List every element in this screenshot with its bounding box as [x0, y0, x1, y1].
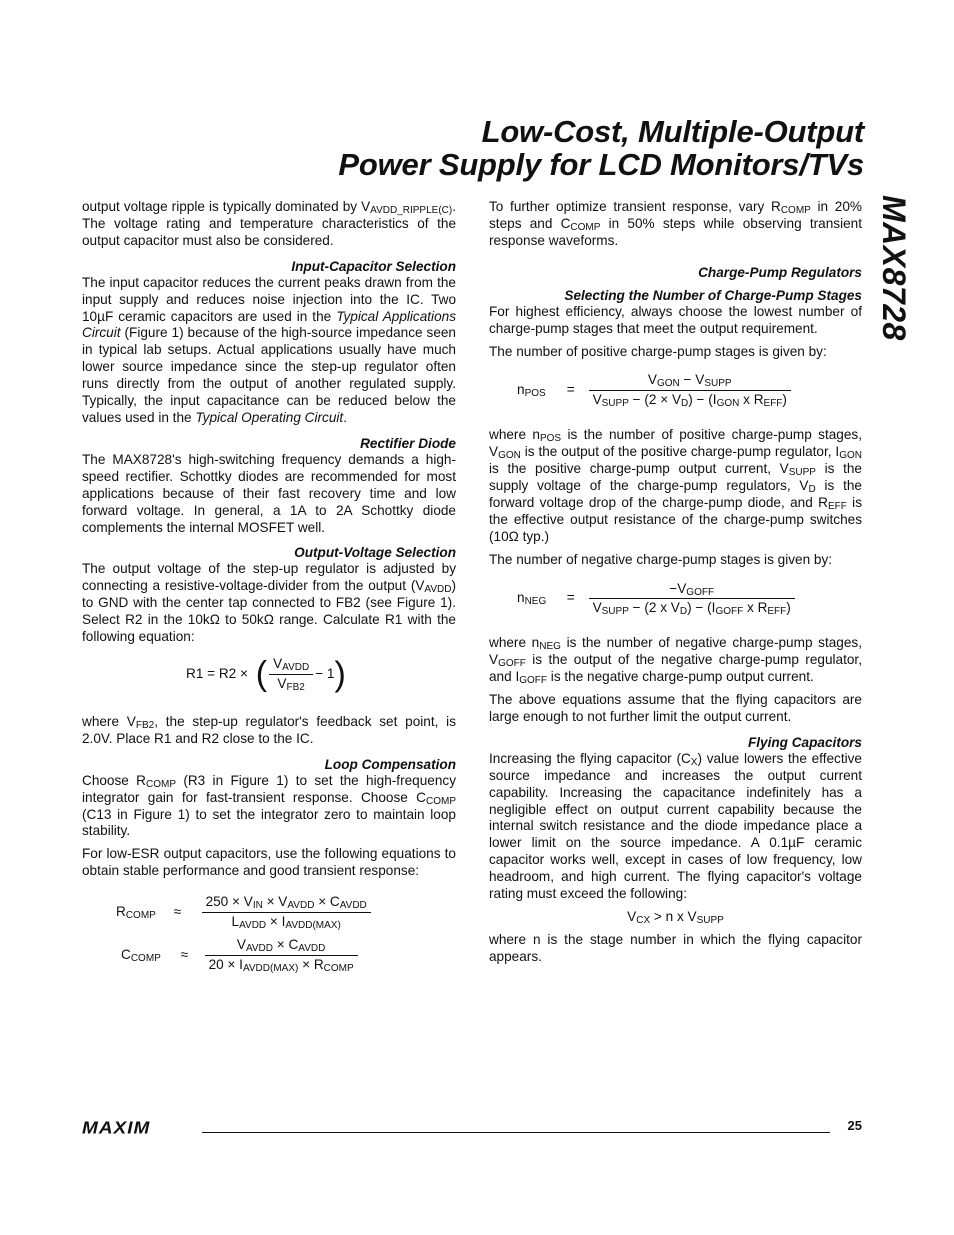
footer-rule — [202, 1132, 830, 1133]
heading-select-stages: Selecting the Number of Charge-Pump Stages — [564, 287, 862, 303]
paragraph-positive-intro: The number of positive charge-pump stages is given by: — [489, 343, 827, 359]
paragraph-final: where n is the stage number in which the flying capacitor appears. — [489, 931, 862, 964]
heading-output-voltage: Output-Voltage Selection — [294, 545, 456, 561]
maxim-logo: MAXIM — [82, 1119, 151, 1138]
left-column — [82, 199, 456, 974]
paragraph-output-voltage: The output voltage of the step-up regulator is adjusted by connecting a resistive-voltage-divider from the output $(V_{AVDD})$ to GND with the center tap connected to FB2 (see Figure 1). Select R2 in the 10kΩ to 50kΩ range. Calculate R1 with the following equation: — [82, 561, 456, 645]
heading-rectifier-diode: Rectifier Diode — [360, 435, 456, 451]
paragraph-flying-capacitors: Increasing the flying capacitor $(C_X)$ value lowers the effective source impedance and increases the output current capability. Increasing the capacitance indefinitely has a negligible effect on output current capability because the internal switch resistance and the diode impedance place a lower limit on the source impedance. A 0.1µF ceramic capacitor works well, except in cases of low frequency, low headroom, and high current. The flying capacitor's voltage rating must exceed the following: — [489, 750, 862, 902]
page-footer — [82, 1118, 862, 1138]
equation-vcx: $V_{CX} > n$ x $V_{SUPP}$ — [627, 909, 724, 926]
heading-charge-pump: Charge-Pump Regulators — [698, 264, 862, 280]
heading-flying-capacitors: Flying Capacitors — [747, 734, 862, 750]
paragraph-input-capacitor: The input capacitor reduces the current peaks drawn from the input supply and reduces noise injection into the IC. Two 10µF ceramic capacitors are used in the Typical Applications Circuit (Figure 1) because of the high-source impedance seen in typical lab setups. Actual applications usually have much lower source impedance since the step-up regulator often runs directly from the output of another regulated supply. Typically, the input capacitance can be reduced below the values used in the Typical Operating Circuit. — [82, 274, 456, 425]
right-column — [489, 199, 862, 972]
paragraph-optimize: To further optimize transient response, vary $R_{COMP}$ in 20% steps and $C_{COMP}$ in 50% steps while observing transient response waveforms. — [489, 199, 863, 248]
heading-loop-compensation: Loop Compensation — [324, 756, 456, 772]
title-line-2: Power Supply for LCD Monitors/TVs — [338, 147, 864, 182]
paragraph-assume: The above equations assume that the flying capacitors are large enough to not further limit the output current. — [489, 692, 862, 724]
paragraph-ripple: output voltage ripple is typically dominated by $V_{AVDD\_RIPPLE(C)}$. The voltage rating and temperature characteristics of the output capacitor must also be considered. — [82, 199, 456, 248]
paragraph-where-pos: where $n_{POS}$ is the number of positive charge-pump stages, $V_{GON}$ is the output of the positive charge-pump regulator, $I_{GON}$ is the positive charge-pump output current, $V_{SUPP}$ is the supply voltage of the charge-pump regulators, $V_D$ is the forward voltage drop of the charge-pump diode, and $R_{EFF}$ is the effective output resistance of the charge-pump switches (10Ω typ.) — [489, 427, 862, 544]
paragraph-low-esr: For low-ESR output capacitors, use the following equations to obtain stable performance and good transient response: — [82, 846, 456, 879]
paragraph-negative-intro: The number of negative charge-pump stages is given by: — [489, 551, 833, 567]
page-title — [240, 115, 864, 181]
paragraph-loop-compensation: Choose $R_{COMP}$ (R3 in Figure 1) to set the high-frequency integrator gain for fast-transient response. Choose $C_{COMP}$ (C13 in Figure 1) to set the integrator zero to maintain loop stability. — [82, 772, 456, 839]
heading-input-capacitor: Input-Capacitor Selection — [291, 258, 456, 274]
paragraph-where-neg: where $n_{NEG}$ is the number of negative charge-pump stages, $V_{GOFF}$ is the output of the negative charge-pump regulator, and $I_{GOFF}$ is the negative charge-pump output current. — [489, 635, 862, 687]
page-number: 25 — [847, 1118, 862, 1133]
side-label: MAX8728 — [876, 195, 912, 341]
equation-nneg: $n_{NEG}$ = $\frac{-V_{GOFF}}{V_{SUPP} - (2 x V_D) - (I_{GOFF} x R_{EFF})}$ — [517, 581, 862, 618]
equation-rcomp: $R_{COMP}$ ≈ $\frac{250 \times V_{IN} \times V_{AVDD} \times C_{AVDD}}{L_{AVDD} \times I_{AVDD(MAX)}}$ — [116, 894, 456, 931]
paragraph-feedback: where $V_{FB2}$, the step-up regulator's feedback set point, is 2.0V. Place R1 and R2 close to the IC. — [82, 713, 456, 746]
equation-r1: R1 = R2 × ( $\frac{V_{AVDD}}{V_{FB2}}$ − 1) — [186, 655, 346, 694]
title-line-1: Low-Cost, Multiple-Output — [481, 114, 864, 149]
equation-ccomp: $C_{COMP}$ ≈ $\frac{V_{AVDD} \times C_{AVDD}}{20 \times I_{AVDD(MAX)} \times R_{COMP}}$ — [121, 937, 456, 974]
paragraph-select-stages: For highest efficiency, always choose the lowest number of charge-pump stages that meet the output requirement. — [489, 303, 862, 336]
paragraph-rectifier-diode: The MAX8728's high-switching frequency demands a high-speed rectifier. Schottky diodes are recommended for most applications because of their fast recovery time and low forward voltage. In general, a 1A to 2A Schottky diode complements the internal MOSFET well. — [82, 451, 456, 535]
equation-npos: $n_{POS}$ = $\frac{V_{GON} - V_{SUPP}}{V_{SUPP} - (2 \times V_D) - (I_{GON} x R_{EFF})}$ — [517, 372, 862, 409]
side-part-number — [868, 195, 918, 375]
